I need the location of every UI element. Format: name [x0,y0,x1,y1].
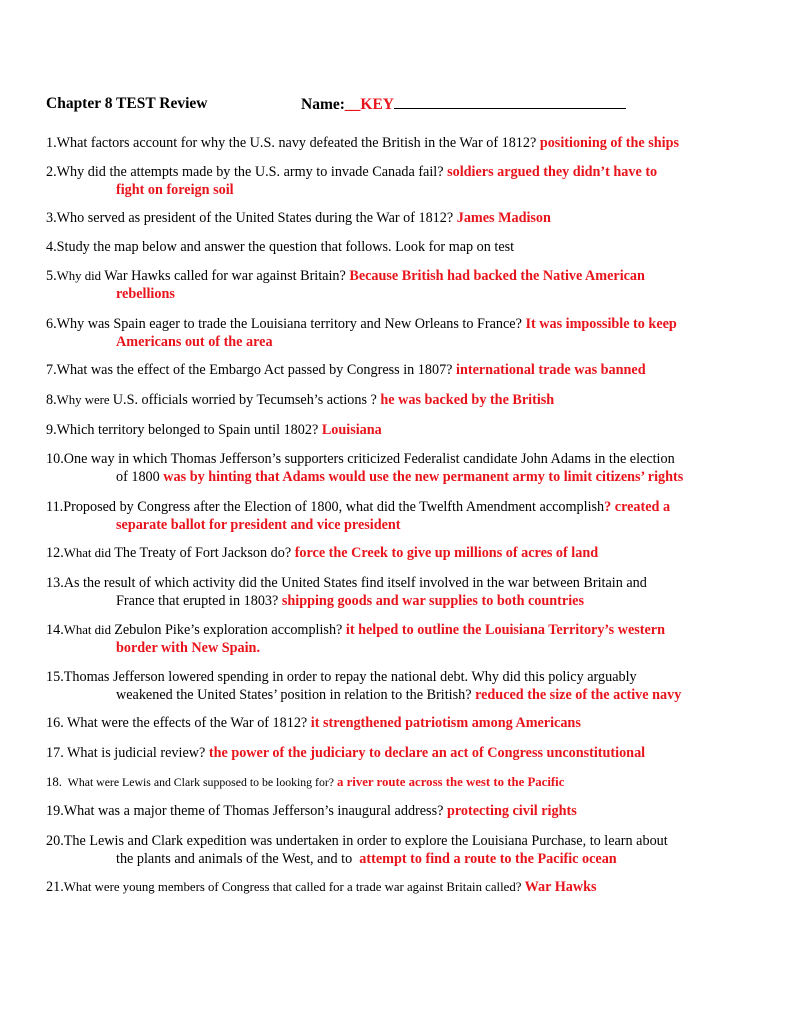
question-text: What factors account for why the U.S. navy defeated the British in the War of 1812? [56,135,540,151]
question-number: 9. [46,422,57,438]
question-10 [46,450,756,486]
answer-text: Louisiana [321,422,382,438]
answer-text: Because British had backed the Native American [349,268,645,284]
answer-text: soldiers argued they didn’t have to [447,164,658,180]
answer-text: international trade was banned [456,362,646,378]
answer-text: protecting civil rights [446,803,577,819]
question-text: What was a major theme of Thomas Jefferson’s inaugural address? [63,803,447,819]
answer-text: was by hinting that Adams would use the new permanent army to limit citizens’ rights [163,469,684,485]
answer-text: James Madison [456,210,551,226]
question-text: Thomas Jefferson lowered spending in order to repay the national debt. Why did this policy arguably [63,669,637,685]
question-7 [46,361,756,379]
page-title: Chapter 8 TEST Review [46,95,208,112]
question-text-continued: the plants and animals of the West, and to [116,851,360,867]
question-text: Why did the attempts made by the U.S. army to invade Canada fail? [56,164,448,180]
question-8 [46,391,756,409]
question-11 [46,498,756,534]
question-text: The Treaty of Fort Jackson do? [114,545,295,561]
answer-text: ? created a [604,499,671,515]
question-21 [46,878,756,896]
question-text-prefix: What did [63,546,115,560]
question-12 [46,544,756,562]
question-number: 10. [46,451,64,467]
question-number: 6. [46,316,57,332]
name-value: __KEY [344,96,394,113]
answer-text: a river route across the west to the Pacific [336,775,565,789]
question-text-continued: weakened the United States’ position in relation to the British? [116,687,476,703]
question-16 [46,714,756,732]
question-number: 18. [46,775,62,789]
question-number: 20. [46,833,64,849]
answer-text: shipping goods and war supplies to both countries [281,593,584,609]
question-number: 14. [46,622,64,638]
question-number: 15. [46,669,64,685]
question-number: 7. [46,362,57,378]
answer-text-continued: Americans out of the area [116,334,273,350]
answer-text: it helped to outline the Louisiana Territory’s western [345,622,665,638]
answer-text: force the Creek to give up millions of acres of land [294,545,599,561]
question-number: 11. [46,499,64,515]
question-text-prefix: What did [63,623,115,637]
question-text: U.S. officials worried by Tecumseh’s actions ? [112,392,381,408]
answer-text-continued: separate ballot for president and vice president [116,517,401,533]
question-text-continued: France that erupted in 1803? [116,593,282,609]
question-number: 8. [46,392,57,408]
question-text: Who served as president of the United States during the War of 1812? [56,210,457,226]
question-text: What were the effects of the War of 1812? [63,715,311,731]
question-text: Study the map below and answer the question that follows. Look for map on test [56,239,515,255]
question-number: 12. [46,545,64,561]
name-underline [394,95,626,109]
question-6 [46,315,756,351]
question-number: 2. [46,164,57,180]
question-5 [46,267,756,303]
question-text: Zebulon Pike’s exploration accomplish? [114,622,346,638]
question-number: 13. [46,575,64,591]
question-number: 4. [46,239,57,255]
question-13 [46,574,756,610]
answer-text-continued: border with New Spain. [116,640,260,656]
answer-text: the power of the judiciary to declare an act of Congress unconstitutional [208,745,646,761]
answer-text-continued: fight on foreign soil [116,182,234,198]
question-18 [46,773,756,791]
question-15 [46,668,756,704]
question-text-continued: of 1800 [116,469,164,485]
question-19 [46,802,756,820]
question-17 [46,744,756,762]
question-number: 19. [46,803,64,819]
answer-text: he was backed by the British [380,392,555,408]
question-20 [46,832,756,868]
question-text: What were young members of Congress that called for a trade war against Britain called? [63,880,525,894]
question-number: 17. [46,745,64,761]
answer-text: attempt to find a route to the Pacific ocean [359,851,617,867]
question-number: 21. [46,879,64,895]
question-text: Proposed by Congress after the Election of 1800, what did the Twelfth Amendment accomplish [63,499,605,515]
question-text: War Hawks called for war against Britain? [104,268,350,284]
question-3 [46,209,756,227]
question-text: What is judicial review? [63,745,209,761]
question-text-prefix: Why were [56,393,113,407]
question-text: Which territory belonged to Spain until 1802? [56,422,322,438]
name-field [301,95,626,114]
question-4 [46,238,756,256]
answer-text: War Hawks [524,879,597,895]
question-text: One way in which Thomas Jefferson’s supporters criticized Federalist candidate John Adams in the election [63,451,675,467]
question-number: 16. [46,715,64,731]
question-number: 1. [46,135,57,151]
answer-text: It was impossible to keep [525,316,677,332]
question-9 [46,421,756,439]
question-2 [46,163,756,199]
question-14 [46,621,756,657]
question-text: Why was Spain eager to trade the Louisiana territory and New Orleans to France? [56,316,526,332]
answer-text: it strengthened patriotism among Americans [310,715,581,731]
question-1 [46,134,756,152]
answer-text: positioning of the ships [539,135,679,151]
name-label: Name: [301,96,345,113]
question-text: As the result of which activity did the United States find itself involved in the war between Britain and [63,575,647,591]
question-text: What were Lewis and Clark supposed to be looking for? [62,775,337,789]
question-text-prefix: Why did [56,269,105,283]
question-text: The Lewis and Clark expedition was undertaken in order to explore the Louisiana Purchase, to learn about [63,833,668,849]
answer-text-continued: rebellions [116,286,175,302]
answer-text: reduced the size of the active navy [475,687,682,703]
question-number: 5. [46,268,57,284]
question-text: What was the effect of the Embargo Act passed by Congress in 1807? [56,362,457,378]
question-number: 3. [46,210,57,226]
